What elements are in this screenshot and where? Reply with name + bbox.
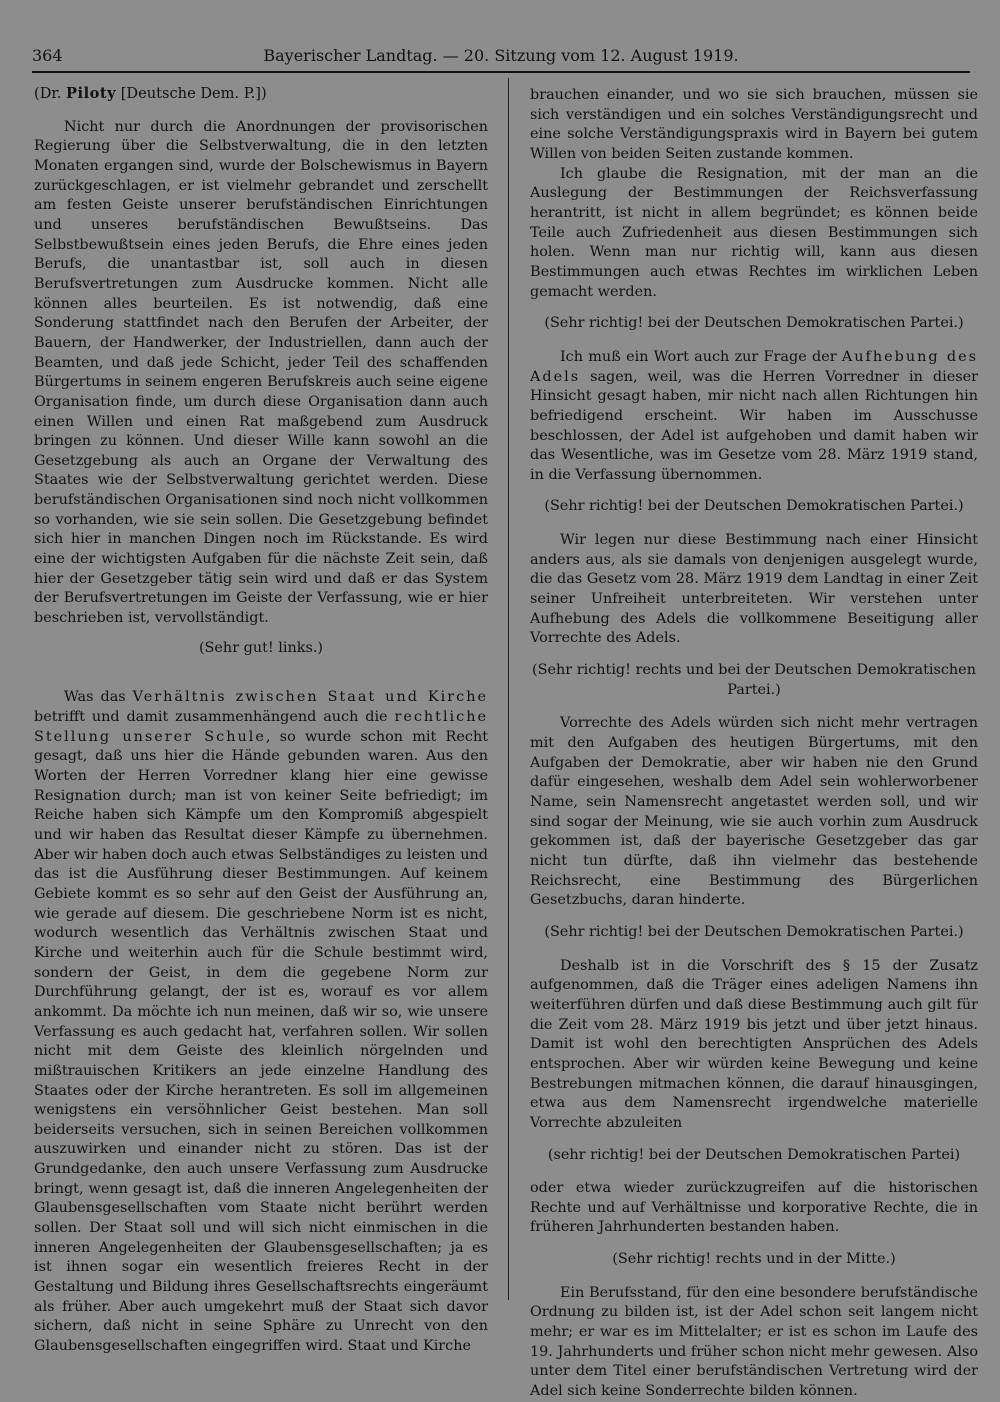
audience-reaction: (Sehr richtig! rechts und in der Mitte.) <box>612 1251 896 1268</box>
emphasized-text: Aufhebung des Adels <box>530 348 978 385</box>
column-divider <box>508 78 509 1300</box>
page-number: 364 <box>32 46 63 65</box>
paragraph: brauchen einander, und wo sie sich brauchen, müssen sie sich verständigen und ein solches Verständigungsrecht und eine solche Verständigungspraxis wird in Bayern bei gutem Willen von beiden Seiten zustande kommen. <box>530 87 978 162</box>
page-header <box>32 44 970 68</box>
emphasized-text: Verhältnis zwischen Staat und Kirche <box>132 689 488 706</box>
paragraph: oder etwa wieder zurückzugreifen auf die historischen Rechte und auf Verhältnisse und korporative Rechte, die in früheren Jahrhunderten bestanden haben. <box>530 1180 978 1236</box>
audience-reaction: (Sehr gut! links.) <box>198 639 324 656</box>
right-column <box>530 86 978 1402</box>
speaker-name: Piloty <box>66 85 117 102</box>
paragraph: Deshalb ist in die Vorschrift des § 15 der Zusatz aufgenommen, daß die Träger eines adeligen Namens ihn weiterführen dürfen und daß diese Bestimmung auch gilt für die Zeit vom 28. März 1919 bis jetzt und über jetzt hinaus. Damit ist wohl den berechtigten Ansprüchen des Adels entsprochen. Aber wir würden keine Bewegung und keine Bestrebungen mitmachen können, die darauf hinausgingen, etwa aus dem Namensrecht irgendwelche materielle Vorrechte abzuleiten <box>530 957 978 1131</box>
speaker-line: (Dr. Piloty [Deutsche Dem. P.]) <box>34 85 267 102</box>
paragraph: Ich muß ein Wort auch zur Frage der Aufhebung des Adels sagen, weil, was die Herren Vorredner in dieser Hinsicht gesagt haben, mir nicht nach allen Richtungen hin befriedigend erscheint. Wir haben im Ausschusse beschlossen, der Adel ist aufgehoben und damit haben wir das Wesentliche, was im Gesetze vom 28. März 1919 stand, in die Verfassung übernommen. <box>530 348 978 483</box>
running-title: Bayerischer Landtag. — 20. Sitzung vom 12. August 1919. <box>263 46 739 65</box>
audience-reaction: (Sehr richtig! bei der Deutschen Demokratischen Partei.) <box>544 315 964 332</box>
audience-reaction: (Sehr richtig! bei der Deutschen Demokratischen Partei.) <box>544 923 964 940</box>
paragraph: Vorrechte des Adels würden sich nicht mehr vertragen mit den Aufgaben des heutigen Bürgertums, mit den Aufgaben der Demokratie, aber wir haben nie den Grund dafür eingesehen, weshalb dem Adel sein wohlerworbener Name, sein Namensrecht angetastet werden soll, und wir sind sogar der Meinung, wie sie auch vorhin zum Ausdruck gekommen ist, daß der bayerische Gesetzgeber das gar nicht tun dürfte, daß ihn vielmehr das bestehende Reichsrecht, eine Bestimmung des Bürgerlichen Gesetzbuchs, daran hinderte. <box>530 715 978 909</box>
audience-reaction: (Sehr richtig! rechts und bei der Deutschen Demokratischen Partei.) <box>532 662 976 698</box>
emphasized-text: rechtliche Stellung unserer Schule <box>34 709 488 745</box>
paragraph: Ich glaube die Resignation, mit der man an die Auslegung der Bestimmungen der Reichsverfassung herantritt, ist nicht in allem begründet; es können beide Teile auch Zufriedenheit aus diesen Bestimmungen sich holen. Wenn man nur richtig will, kann aus diesen Bestimmungen auch etwas Rechtes im wirklichen Leben gemacht werden. <box>530 165 978 300</box>
left-column <box>34 84 488 1357</box>
paragraph: Was das Verhältnis zwischen Staat und Kirche betrifft und damit zusammenhängend auch die rechtliche Stellung unserer Schule, so wurde schon mit Recht gesagt, daß uns hier die Hände gebunden waren. Aus den Worten der Herren Vorredner klang hier eine gewisse Resignation durch; man ist von keiner Seite befriedigt; im Reiche haben sich Kämpfe um den Kompromiß abgespielt und wir haben das Resultat dieser Kämpfe zu übernehmen. Aber wir haben doch auch etwas Selbständiges zu leisten und das ist die Ausführung dieser Bestimmungen. Auf keinem Gebiete kommt es so sehr auf den Geist der Ausführung an, wie gerade auf diesem. Die geschriebene Norm ist es nicht, wodurch wesentlich das Verhältnis zwischen Staat und Kirche und weiterhin auch für die Schule bestimmt wird, sondern der Geist, in dem die gegebene Norm zur Durchführung gelangt, der ist es, worauf es vor allem ankommt. Da möchte ich nun meinen, daß wir so, wie unsere Verfassung es auch gedacht hat, verfahren sollen. Wir sollen nicht mit dem Geiste des kleinlich nörgelnden und mißtrauischen Kritikers an jede einzelne Handlung des Staates oder der Kirche herantreten. Es soll im allgemeinen wenigstens ein versöhnlicher Geist bestehen. Man soll beiderseits versuchen, sich in seinen Bereichen vollkommen auszuwirken und einander nicht zu stören. Das ist der Grundgedanke, den auch unsere Verfassung zum Ausdrucke bringt, wenn gesagt ist, daß die inneren Angelegenheiten der Glaubensgesellschaften vom Staate nicht berührt werden sollen. Der Staat soll und will sich nicht einmischen in die inneren Angelegenheiten der Glaubensgesellschaften; ja es ist ihnen sogar ein wesentlich freieres Recht in der Gestaltung und Bildung ihres Gesellschaftsrechts eingeräumt als früher. Aber auch umgekehrt muß der Staat sich davor sichern, daß nicht in seine Sphäre zu Unrecht von den Glaubensgesellschaften eingegriffen wird. Staat und Kirche <box>34 689 489 1355</box>
paragraph: Ein Berufsstand, für den eine besondere berufständische Ordnung zu bilden ist, ist der Adel schon seit langem nicht mehr; er war es im Mittelalter; er ist es schon im Laufe des 19. Jahrhunderts und früher schon nicht mehr gewesen. Also unter dem Titel einer berufständischen Vertretung wird der Adel sich keine Sonderrechte bilden können. <box>530 1284 978 1400</box>
paragraph: Nicht nur durch die Anordnungen der provisorischen Regierung über die Selbstverwaltung, die in den letzten Monaten ergangen sind, wurde der Bolschewismus in Bayern zurückgeschlagen, er ist vielmehr gebrandet und zerschellt am festen Geiste unserer berufständischen Einrichtungen und unseres berufständischen Bewußtseins. Das Selbstbewußtsein eines jeden Berufs, die Ehre eines jeden Berufs, die unantastbar ist, soll auch in diesen Berufsvertretungen zum Ausdrucke kommen. Nicht alle können alles beurteilen. Es ist notwendig, daß eine Sonderung stattfindet nach den Berufen der Arbeiter, der Bauern, der Handwerker, der Industriellen, dann auch der Beamten, und daß jede Schicht, jeder Teil des schaffenden Bürgertums in seinem engeren Berufskreis auch seine eigene Organisation finde, um durch diese Organisation dann auch einen Willen und einen Rat maßgebend zum Ausdruck bringen zu können. Und dieser Wille kann sowohl an die Gesetzgebung als auch an Organe der Verwaltung des Staates wie der Selbstverwaltung gerichtet werden. Diese berufständischen Organisationen sind noch nicht vollkommen so vorhanden, wie sie sein sollen. Die Gesetzgebung befindet sich hier in manchen Dingen noch im Rückstande. Es wird eine der wichtigsten Aufgaben für die nächste Zeit sein, daß hier der Gesetzgeber tätig sein wird und daß er das System der Berufsvertretungen im Geiste der Verfassung, wie er hier beschrieben ist, vervollständigt. <box>34 118 488 627</box>
audience-reaction: (sehr richtig! bei der Deutschen Demokratischen Partei) <box>547 1146 961 1163</box>
audience-reaction: (Sehr richtig! bei der Deutschen Demokratischen Partei.) <box>544 498 964 515</box>
paragraph: Wir legen nur diese Bestimmung nach einer Hinsicht anders aus, als sie damals von denjenigen ausgelegt wurde, die das Gesetz vom 28. März 1919 dem Landtag in einer Zeit seiner Unfreiheit unterbreiteten. Wir verstehen unter Aufhebung des Adels die vollkommene Beseitigung aller Vorrechte des Adels. <box>530 532 978 647</box>
header-rule <box>32 71 970 73</box>
